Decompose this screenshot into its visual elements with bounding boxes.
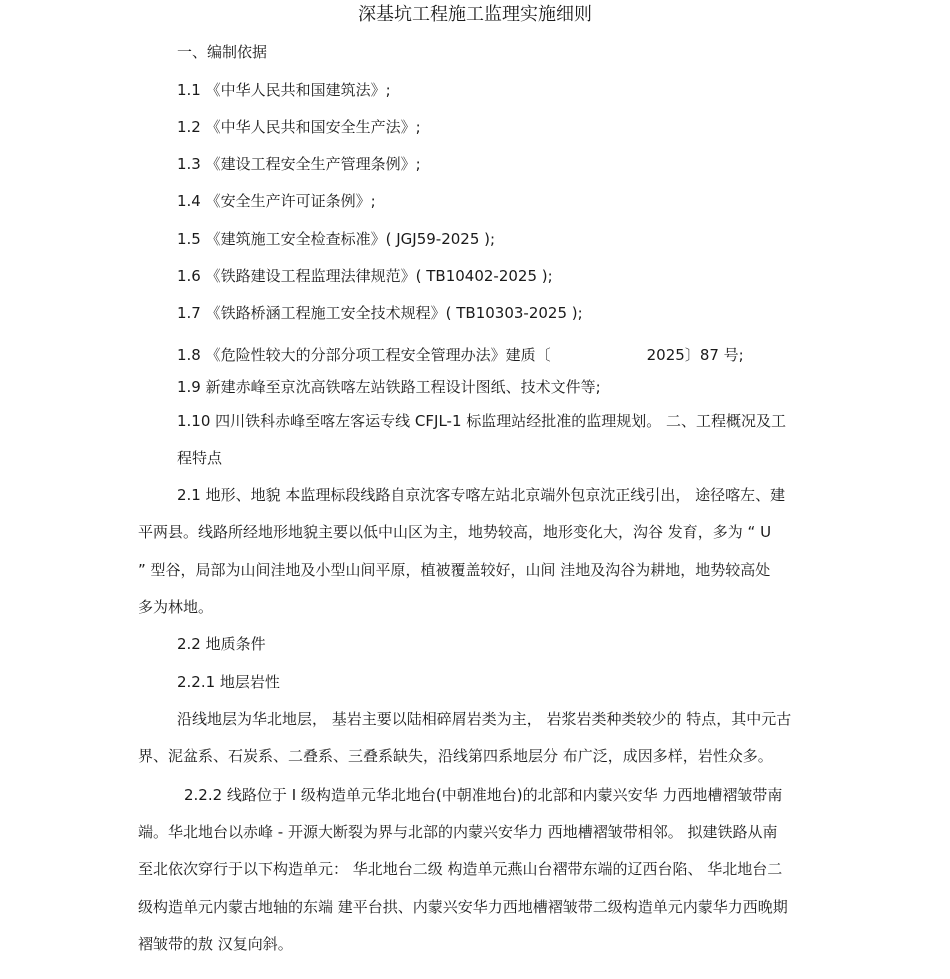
basis-item-1-8 [177,344,744,366]
section-heading-basis: 一、编制依据 [177,43,268,61]
basis-item-1-8-part-a: 1.8 《危险性较大的分部分项工程安全管理办法》建质〔 [177,346,551,364]
paragraph-2-1-line2: 平两县。线路所经地形地貌主要以低中山区为主，地势较高，地形变化大，沟谷 发育，多为 “ U [138,523,772,541]
basis-item-1-8-part-b: 2025〕87 号; [646,346,744,364]
basis-item: 1.1 《中华人民共和国建筑法》; [177,81,391,99]
heading-2-2: 2.2 地质条件 [177,635,266,653]
heading-2-2-1: 2.2.1 地层岩性 [177,673,280,691]
paragraph-2-1-line1: 2.1 地形、地貌 本监理标段线路自京沈客专喀左站北京端外包京沈正线引出， 途径喀左、建 [177,486,786,504]
basis-item: 1.2 《中华人民共和国安全生产法》; [177,118,421,136]
paragraph-2-2-2-line5: 褶皱带的敖 汉复向斜。 [138,935,293,953]
paragraph-2-1-line3: ” 型谷，局部为山间洼地及小型山间平原，植被覆盖较好，山间 洼地及沟谷为耕地，地势较高处 [138,561,771,579]
basis-item-1-10-line1: 1.10 四川铁科赤峰至喀左客运专线 CFJL-1 标监理站经批准的监理规划。 二、工程概况及工 [177,412,787,430]
paragraph-2-1-line4: 多为林地。 [138,598,214,616]
basis-item: 1.4 《安全生产许可证条例》; [177,192,376,210]
paragraph-2-2-1-line1: 沿线地层为华北地层， 基岩主要以陆相碎屑岩类为主， 岩浆岩类种类较少的 特点，其中元古 [177,710,792,728]
basis-item: 1.7 《铁路桥涵工程施工安全技术规程》( TB10303-2025 ); [177,304,583,322]
paragraph-2-2-2-line1: 2.2.2 线路位于 I 级构造单元华北地台(中朝准地台)的北部和内蒙兴安华 力西地槽褶皱带南 [184,786,783,804]
paragraph-2-2-2-line3: 至北依次穿行于以下构造单元： 华北地台二级 构造单元燕山台褶带东端的辽西台陷、 华北地台二 [138,860,783,878]
document-title: 深基坑工程施工监理实施细则 [358,4,592,25]
basis-item-1-10-line2: 程特点 [177,449,223,467]
basis-item: 1.6 《铁路建设工程监理法律规范》( TB10402-2025 ); [177,267,553,285]
paragraph-2-2-2-line2: 端。华北地台以赤峰 - 开源大断裂为界与北部的内蒙兴安华力 西地槽褶皱带相邻。 拟建铁路从南 [138,823,778,841]
paragraph-2-2-2-line4: 级构造单元内蒙古地轴的东端 建平台拱、内蒙兴安华力西地槽褶皱带二级构造单元内蒙华力西晚期 [138,898,788,916]
basis-item-1-9: 1.9 新建赤峰至京沈高铁喀左站铁路工程设计图纸、技术文件等; [177,378,601,396]
basis-item: 1.3 《建设工程安全生产管理条例》; [177,155,421,173]
paragraph-2-2-1-line2: 界、泥盆系、石炭系、二叠系、三叠系缺失，沿线第四系地层分 布广泛，成因多样，岩性众多。 [138,747,773,765]
basis-item: 1.5 《建筑施工安全检查标准》( JGJ59-2025 ); [177,230,496,248]
